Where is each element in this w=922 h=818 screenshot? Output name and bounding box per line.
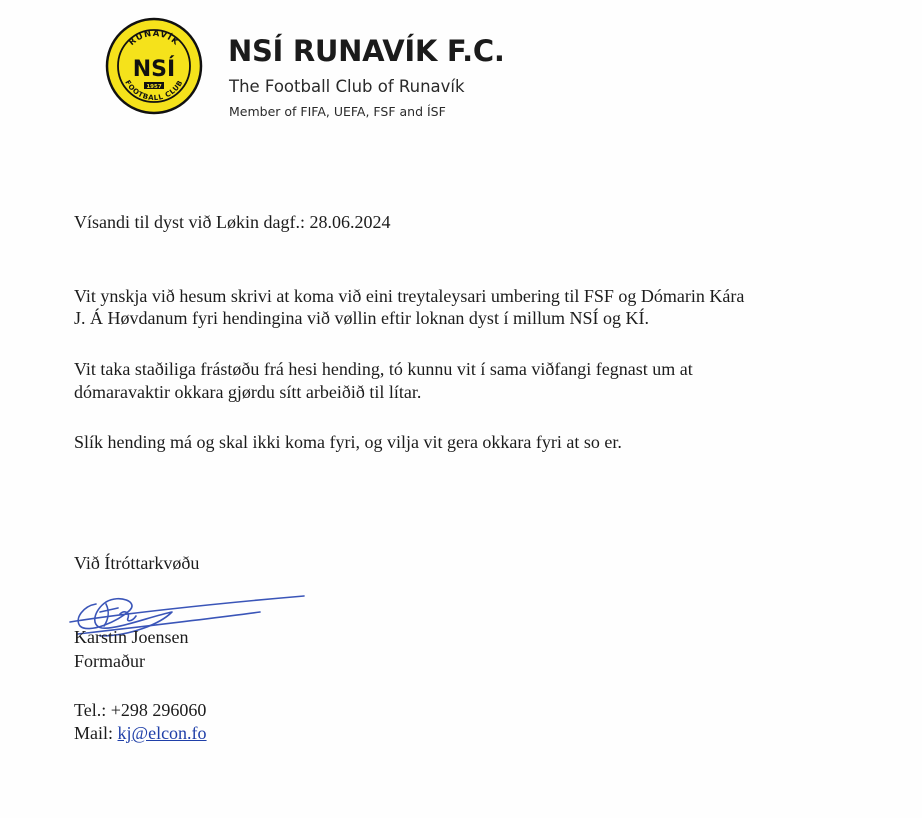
paragraph-2-line-1: Vit taka staðiliga frástøðu frá hesi hending, tó kunnu vit í sama viðfangi fegnast um at bbox=[74, 359, 693, 379]
logo-text-center: NSÍ bbox=[132, 57, 176, 82]
contact-mail bbox=[74, 722, 207, 744]
letter-subject: Vísandi til dyst við Løkin dagf.: 28.06.2024 bbox=[74, 212, 391, 232]
club-name: NSÍ RUNAVÍK F.C. bbox=[228, 34, 505, 68]
logo-text-top: RUNAVÍK bbox=[127, 28, 181, 48]
logo-text-bottom: FOOTBALL CLUB bbox=[123, 78, 185, 103]
club-logo bbox=[104, 16, 204, 116]
logo-year: 1957 bbox=[146, 83, 162, 90]
club-membership: Member of FIFA, UEFA, FSF and ÍSF bbox=[229, 104, 446, 119]
signer-name: Karstin Joensen bbox=[74, 627, 189, 647]
phone-number: +298 296060 bbox=[110, 700, 207, 720]
signer-role: Formaður bbox=[74, 651, 145, 671]
paragraph-3: Slík hending má og skal ikki koma fyri, og vilja vit gera okkara fyri at so er. bbox=[74, 432, 622, 452]
contact-phone bbox=[74, 699, 206, 721]
mail-label: Mail: bbox=[74, 723, 118, 743]
club-subtitle: The Football Club of Runavík bbox=[229, 77, 465, 96]
phone-label: Tel.: bbox=[74, 700, 111, 720]
paragraph-2-line-2: dómaravaktir okkara gjørdu sítt arbeiðið til lítar. bbox=[74, 382, 422, 402]
closing-salutation: Við Ítróttarkvøðu bbox=[74, 553, 200, 573]
email-link[interactable]: kj@elcon.fo bbox=[117, 723, 207, 743]
paragraph-1-line-1: Vit ynskja við hesum skrivi at koma við eini treytaleysari umbering til FSF og Dómarin Kára bbox=[74, 286, 745, 306]
letterhead bbox=[104, 16, 564, 119]
paragraph-1-line-2: J. Á Høvdanum fyri hendingina við vøllin eftir loknan dyst í millum NSÍ og KÍ. bbox=[74, 308, 649, 328]
